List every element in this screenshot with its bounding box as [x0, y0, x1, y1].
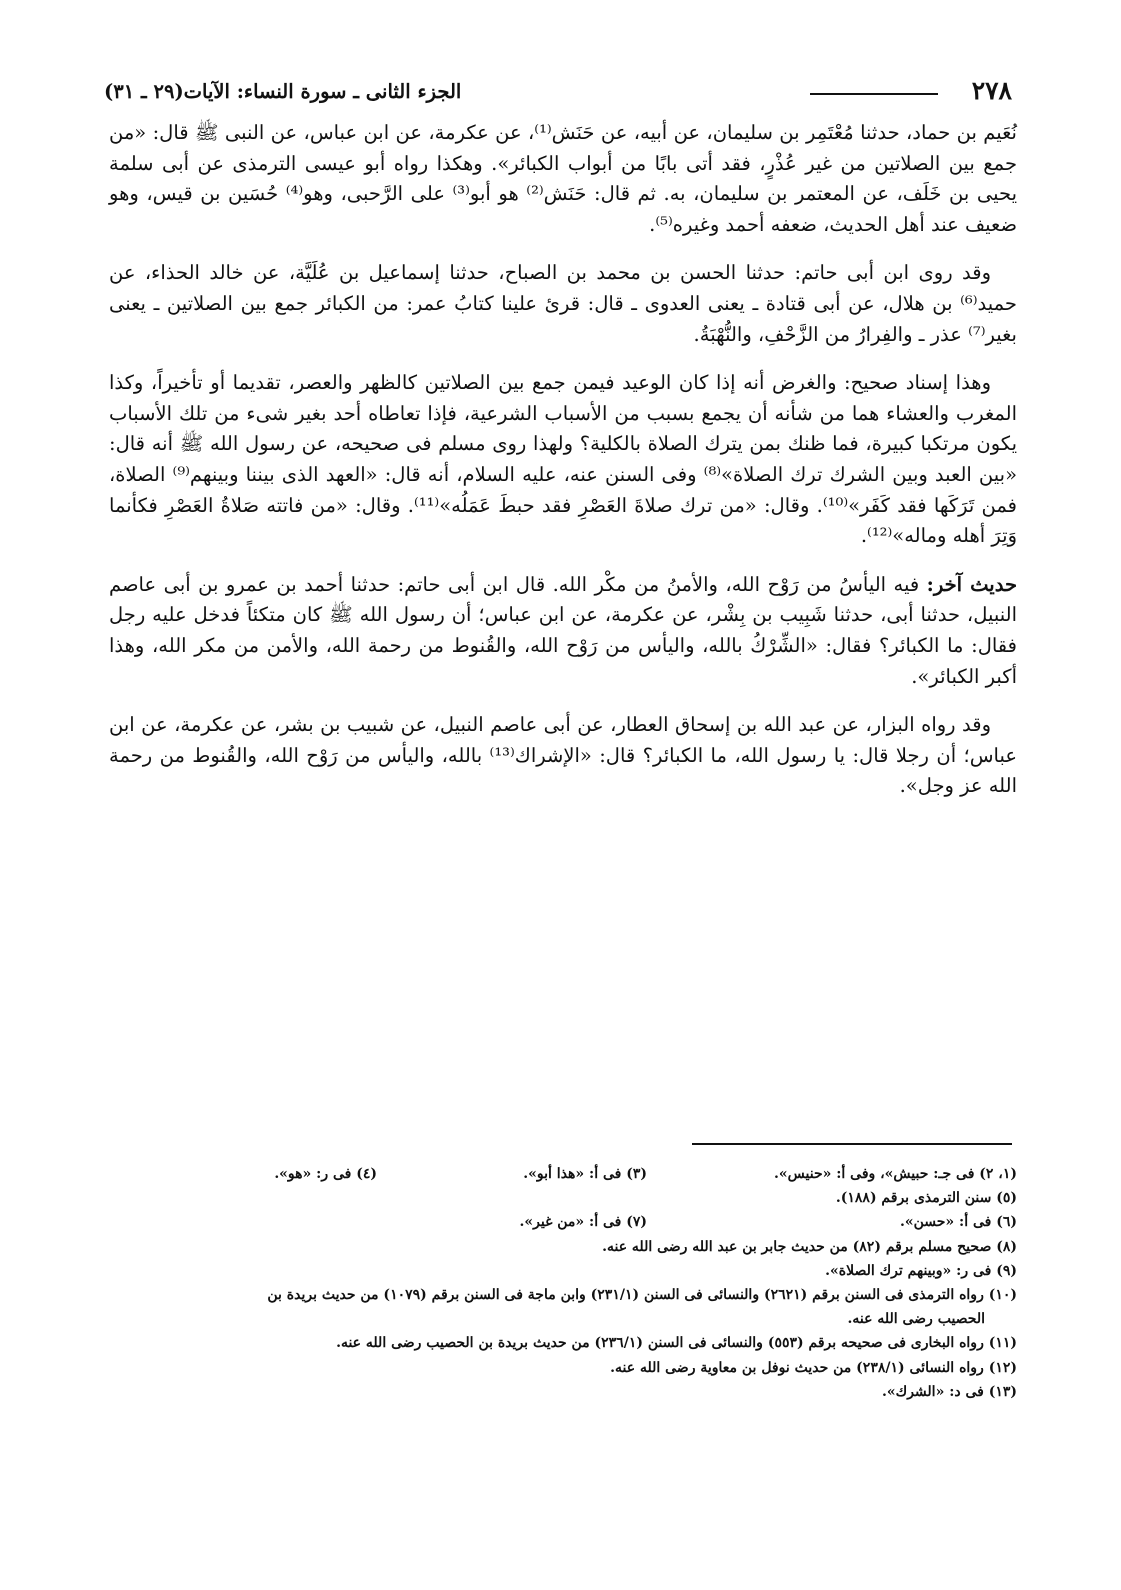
footnote: (٤) فى ر: «هو».: [274, 1166, 377, 1182]
footnote: (٧) فى أ: «من غير».: [519, 1214, 647, 1231]
footnote-line: [107, 1210, 1017, 1234]
main-text: [109, 118, 1017, 802]
footnote: (١٢) رواه النسائى (٢٣٨/١) من حديث نوفل بن معاوية رضى الله عنه.: [610, 1359, 1017, 1376]
paragraph-4: [109, 570, 1017, 692]
paragraph-4-text: فيه اليأسُ من رَوْح الله، والأمنُ من مكْر الله. قال ابن أبى حاتم: حدثنا أحمد بن عمرو بن أبى عاصم النبيل، حدثنا أبى، حدثنا شَبِيب بن بِشْر، عن عكرمة، عن ابن عباس؛ أن رسول الله ﷺ كان متكئاً فدخل عليه رجل فقال: ما الكبائر؟ فقال: «الشِّرْكُ بالله، واليأس من رَوْح الله، والقُنوط من رحمة الله، والأمن من مكر الله، وهذا أكبر الكبائر».: [109, 572, 1017, 688]
paragraph-5: وقد رواه البزار، عن عبد الله بن إسحاق العطار، عن أبى عاصم النبيل، عن شبيب بن بشر، عن عكرمة، عن ابن عباس؛ أن رجلا قال: يا رسول الله، ما الكبائر؟ قال: «الإشراك⁽¹³⁾ بالله، واليأس من رَوْح الله، والقُنوط من رحمة الله عز وجل».: [109, 713, 1017, 798]
footnote: (٨) صحيح مسلم برقم (٨٢) من حديث جابر بن عبد الله رضى الله عنه.: [602, 1238, 1017, 1255]
running-head: [104, 76, 1012, 110]
footnote: (٥) سنن الترمذى برقم (١٨٨).: [835, 1190, 1017, 1207]
paragraph-2: وقد روى ابن أبى حاتم: حدثنا الحسن بن محمد بن الصباح، حدثنا إسماعيل بن عُلَيَّة، عن خالد الحذاء، عن حميد⁽⁶⁾ بن هلال، عن أبى قتادة ـ يعنى العدوى ـ قال: قرئ علينا كتابُ عمر: من الكبائر جمع بين الصلاتين ـ يعنى بغير⁽⁷⁾ عذر ـ والفِرارُ من الزَّحْفِ، والنُّهْبَةُ.: [109, 261, 1017, 346]
header-rule: [810, 93, 938, 95]
footnote-line: [107, 1162, 1017, 1186]
footnote: (١٠) رواه الترمذى فى السنن برقم (٢٦٢١) والنسائى فى السنن (٢٣١/١) وابن ماجة فى السنن برقم (١٠٧٩) من حديث بريدة بن: [267, 1286, 1017, 1303]
footnote: (٩) فى ر: «وبينهم ترك الصلاة».: [825, 1262, 1017, 1279]
paragraph-1: نُعَيم بن حماد، حدثنا مُعْتَمِر بن سليمان، عن أبيه، عن حَنَش⁽¹⁾، عن عكرمة، عن ابن عباس، عن النبى ﷺ قال: «من جمع بين الصلاتين من غير عُذْرٍ، فقد أتى بابًا من أبواب الكبائر». وهكذا رواه أبو عيسى الترمذى عن أبى سلمة يحيى بن خَلَف، عن المعتمر بن سليمان، به. ثم قال: حَنَش⁽²⁾ هو أبو⁽³⁾ على الرَّحبى، وهو⁽⁴⁾ حُسَين بن قيس، وهو ضعيف عند أهل الحديث، ضعفه أحمد وغيره⁽⁵⁾.: [109, 121, 1017, 236]
paragraph-3: وهذا إسناد صحيح: والغرض أنه إذا كان الوعيد فيمن جمع بين الصلاتين كالظهر والعصر، تقديما أو تأخيراً، وكذا المغرب والعشاء هما من شأنه أن يجمع بسبب من الأسباب الشرعية، فإذا تعاطاه أحد بغير شىء من تلك الأسباب يكون مرتكبا كبيرة، فما ظنك بمن يترك الصلاة بالكلية؟ ولهذا روى مسلم فى صحيحه، عن رسول الله ﷺ أنه قال: «بين العبد وبين الشرك ترك الصلاة»⁽⁸⁾ وفى السنن عنه، عليه السلام، أنه قال: «العهد الذى بيننا وبينهم⁽⁹⁾ الصلاة، فمن تَرَكَها فقد كَفَر»⁽¹⁰⁾. وقال: «من ترك صلاةَ العَصْرِ فقد حبطَ عَمَلُه»⁽¹¹⁾. وقال: «من فاتته صَلاةُ العَصْرِ فكأنما وَتِرَ أهله وماله»⁽¹²⁾.: [109, 371, 1017, 548]
footnotes: [107, 1162, 1017, 1404]
footnote-continuation: الحصيب رضى الله عنه.: [847, 1311, 985, 1328]
footnote: (٣) فى أ: «هذا أبو».: [523, 1166, 647, 1182]
section-lead-heading: حديث آخر:: [926, 572, 1018, 596]
footnote: (١١) رواه البخارى فى صحيحه برقم (٥٥٣) والنسائى فى السنن (٢٣٦/١) من حديث بريدة بن الحصيب رضى الله عنه.: [336, 1335, 1017, 1352]
footnote-separator: [692, 1143, 1012, 1145]
footnote: (١، ٢) فى جـ: حبيش»، وفى أ: «حنيس».: [774, 1166, 1017, 1182]
running-title: الجزء الثانى ـ سورة النساء: الآيات(٢٩ ـ ٣١): [104, 80, 462, 103]
page-number: ٢٧٨: [971, 76, 1012, 105]
footnote: (٦) فى أ: «حسن».: [900, 1214, 1017, 1231]
footnote: (١٣) فى د: «الشرك».: [882, 1383, 1017, 1400]
